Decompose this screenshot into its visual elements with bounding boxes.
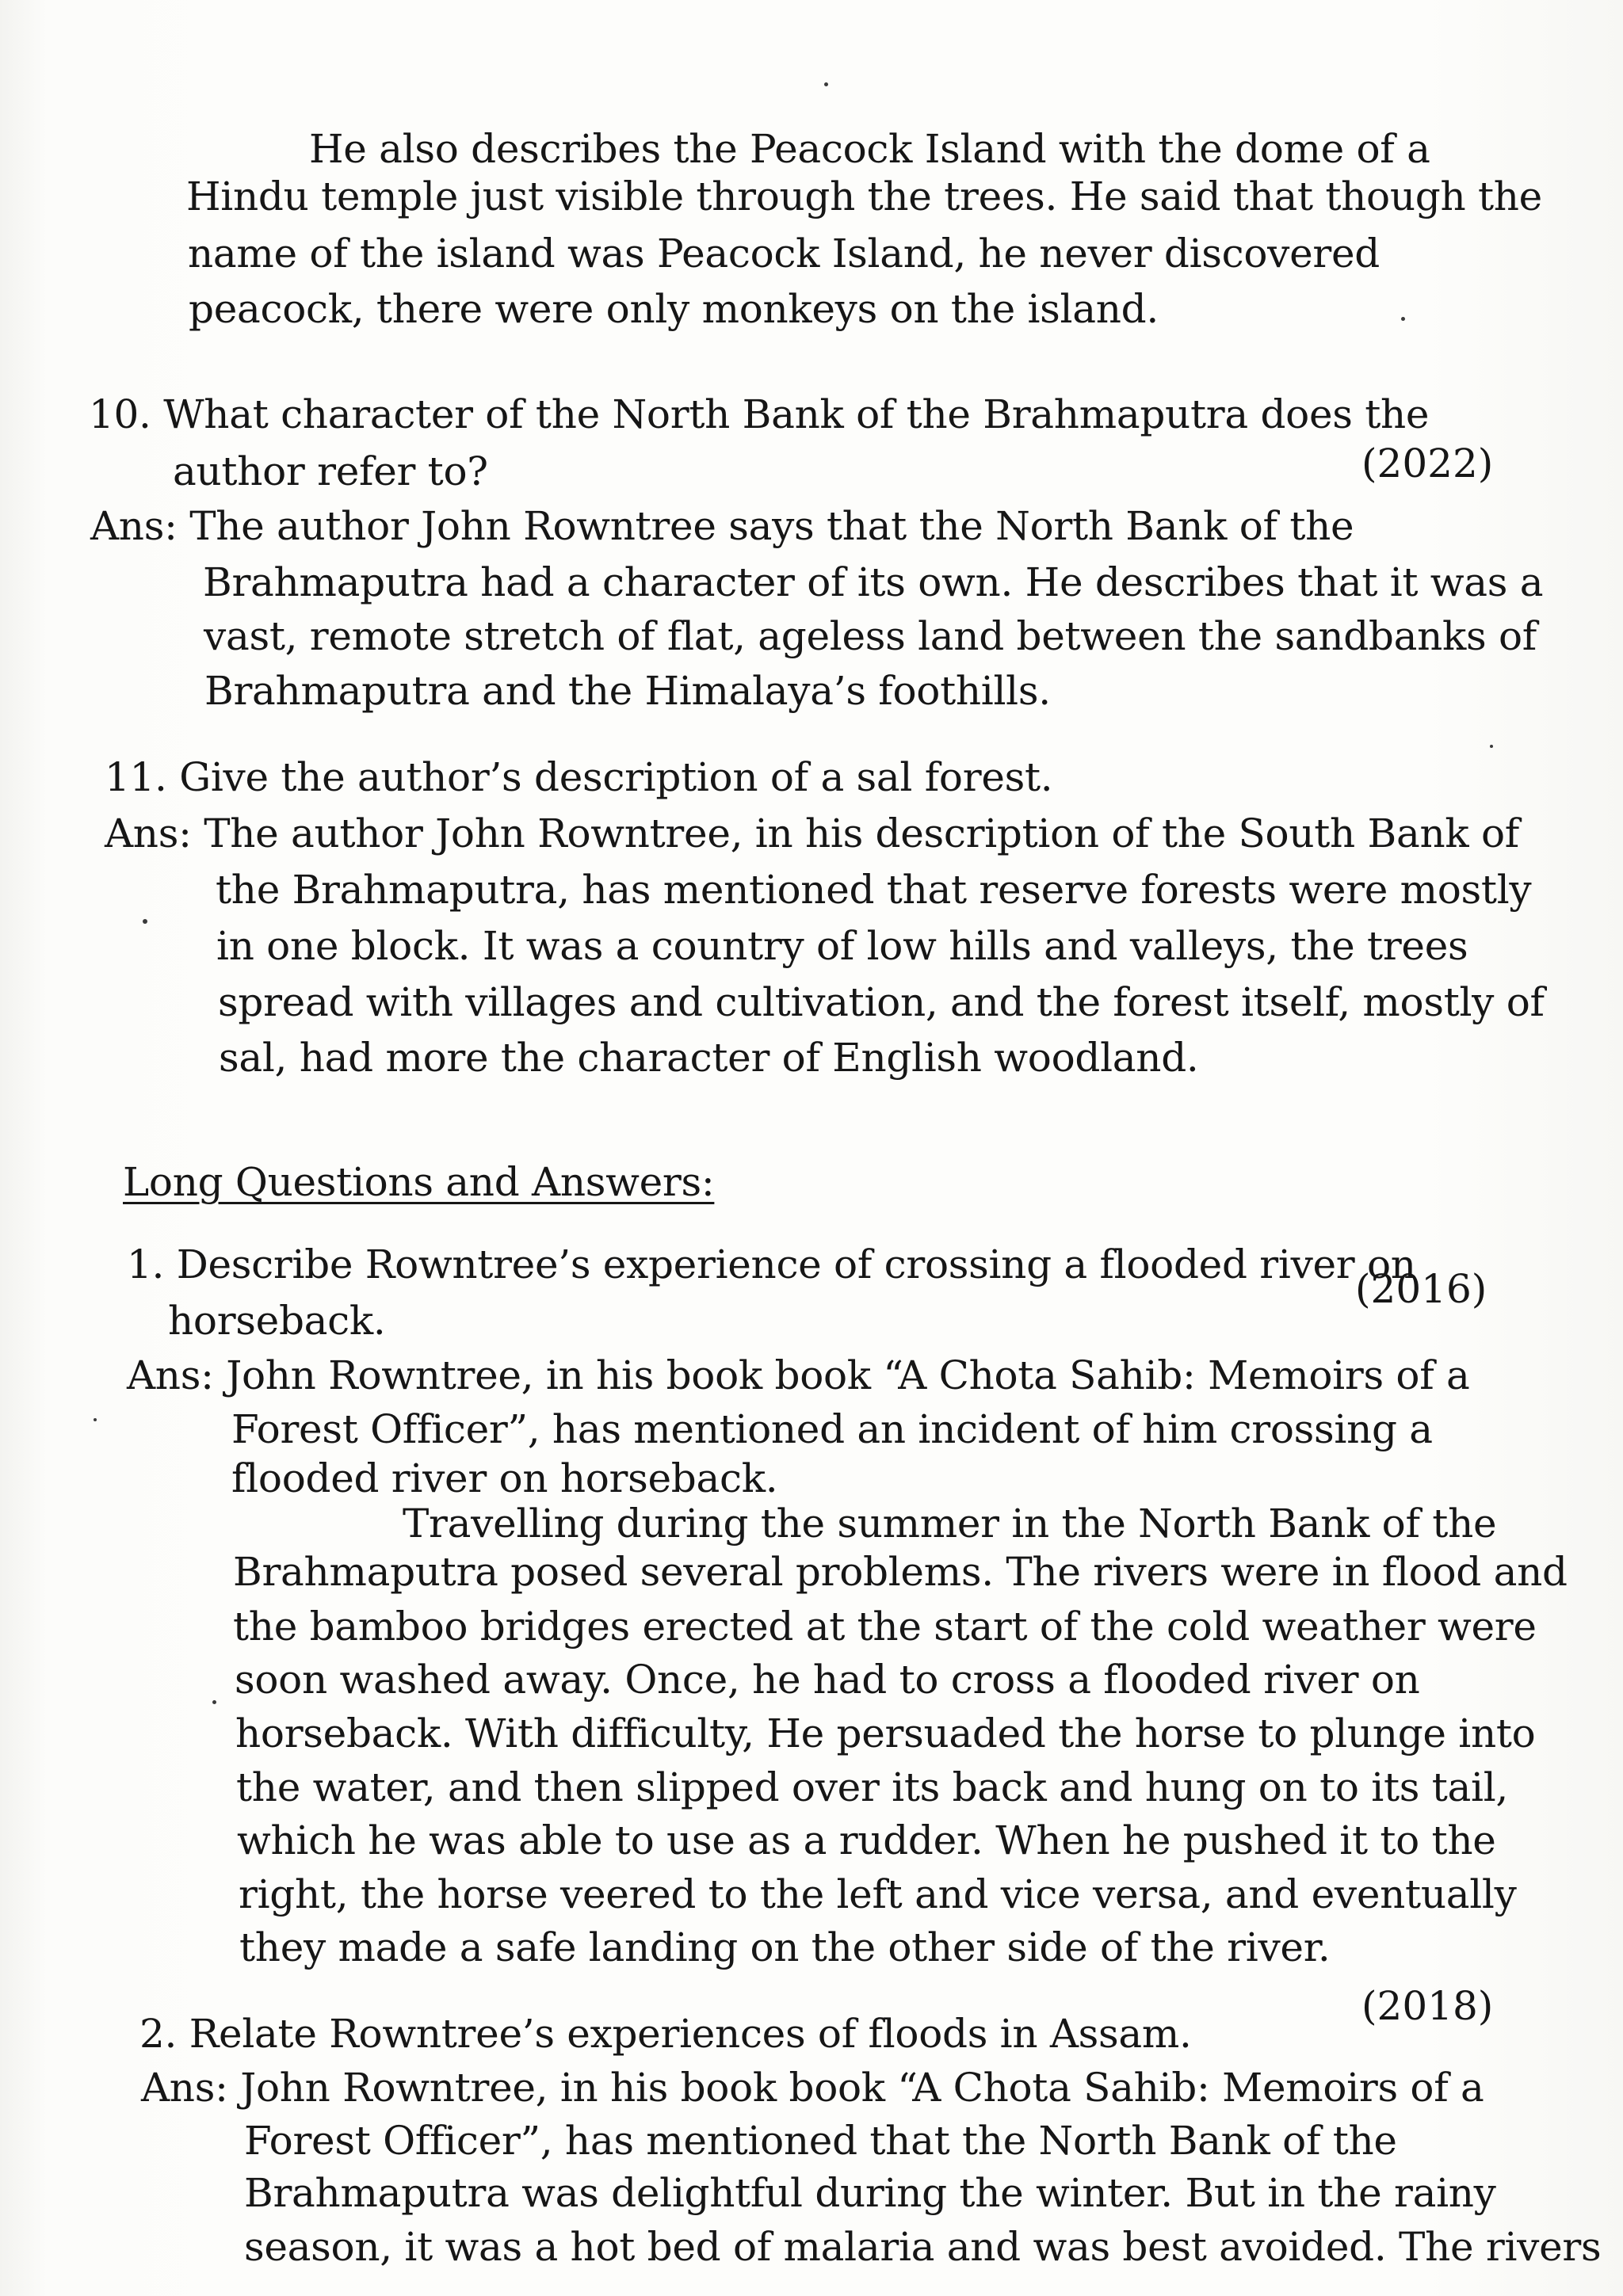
answer-11-line: spread with villages and cultivation, and the forest itself, mostly of xyxy=(218,979,1545,1025)
question-10-year: (2022) xyxy=(1361,441,1494,486)
long-answer-1-line: flooded river on horseback. xyxy=(231,1455,778,1501)
long-answer-1-line: they made a safe landing on the other side of the river. xyxy=(239,1924,1331,1970)
long-question-2-year: (2018) xyxy=(1361,1983,1494,2029)
answer-10-line: Ans: The author John Rowntree says that the North Bank of the xyxy=(90,503,1354,549)
answer-11-line: in one block. It was a country of low hills and valleys, the trees xyxy=(216,923,1468,969)
answer-10-line: Brahmaputra and the Himalaya’s foothills. xyxy=(204,668,1051,714)
long-answer-2-line: Forest Officer”, has mentioned that the North Bank of the xyxy=(244,2118,1397,2164)
long-answer-1-line: Forest Officer”, has mentioned an incident of him crossing a xyxy=(231,1406,1433,1452)
long-answer-1-line: Ans: John Rowntree, in his book book “A Chota Sahib: Memoirs of a xyxy=(127,1352,1470,1398)
scan-speck xyxy=(1401,317,1405,321)
scan-speck xyxy=(1490,745,1493,748)
section-heading: Long Questions and Answers: xyxy=(123,1159,715,1205)
long-question-2-text: 2. Relate Rowntree’s experiences of floods in Assam. xyxy=(139,2011,1192,2057)
answer-10-line: vast, remote stretch of flat, ageless land between the sandbanks of xyxy=(204,613,1537,659)
answer-11-line: the Brahmaputra, has mentioned that reserve forests were mostly xyxy=(216,867,1532,913)
question-10-text: author refer to? xyxy=(173,448,488,494)
paragraph-line: name of the island was Peacock Island, he never discovered xyxy=(188,231,1381,277)
paragraph-line: He also describes the Peacock Island with the dome of a xyxy=(309,126,1430,172)
long-answer-1-line: which he was able to use as a rudder. When he pushed it to the xyxy=(237,1817,1496,1863)
long-answer-2-line: season, it was a hot bed of malaria and was best avoided. The rivers xyxy=(244,2224,1602,2270)
answer-10-line: Brahmaputra had a character of its own. He describes that it was a xyxy=(203,559,1544,605)
scan-speck xyxy=(212,1700,216,1704)
long-answer-2-line: Brahmaputra was delightful during the winter. But in the rainy xyxy=(244,2170,1496,2216)
paragraph-line: Hindu temple just visible through the trees. He said that though the xyxy=(186,174,1542,219)
long-answer-1-line: Travelling during the summer in the North Bank of the xyxy=(403,1501,1497,1547)
long-answer-1-line: the bamboo bridges erected at the start of the cold weather were xyxy=(233,1604,1537,1650)
scan-speck xyxy=(824,82,828,86)
scan-speck xyxy=(143,919,147,924)
long-answer-1-line: soon washed away. Once, he had to cross a flooded river on xyxy=(235,1657,1420,1703)
long-answer-2-line: Ans: John Rowntree, in his book book “A Chota Sahib: Memoirs of a xyxy=(141,2065,1484,2111)
long-question-1-year: (2016) xyxy=(1355,1266,1487,1312)
long-answer-1-line: horseback. With difficulty, He persuaded the horse to plunge into xyxy=(235,1711,1536,1756)
question-10-text: 10. What character of the North Bank of the Brahmaputra does the xyxy=(89,391,1430,437)
question-11-text: 11. Give the author’s description of a sal forest. xyxy=(105,754,1053,800)
answer-11-line: sal, had more the character of English woodland. xyxy=(219,1035,1199,1081)
long-answer-1-line: right, the horse veered to the left and vice versa, and eventually xyxy=(239,1871,1517,1917)
long-answer-1-line: the water, and then slipped over its back and hung on to its tail, xyxy=(236,1764,1509,1810)
long-question-1-text: horseback. xyxy=(168,1298,386,1344)
answer-11-line: Ans: The author John Rowntree, in his description of the South Bank of xyxy=(105,810,1519,856)
long-question-1-text: 1. Describe Rowntree’s experience of crossing a flooded river on xyxy=(127,1241,1416,1287)
paragraph-line: peacock, there were only monkeys on the island. xyxy=(189,286,1159,332)
long-answer-1-line: Brahmaputra posed several problems. The rivers were in flood and xyxy=(233,1549,1568,1595)
scan-speck xyxy=(94,1418,97,1421)
